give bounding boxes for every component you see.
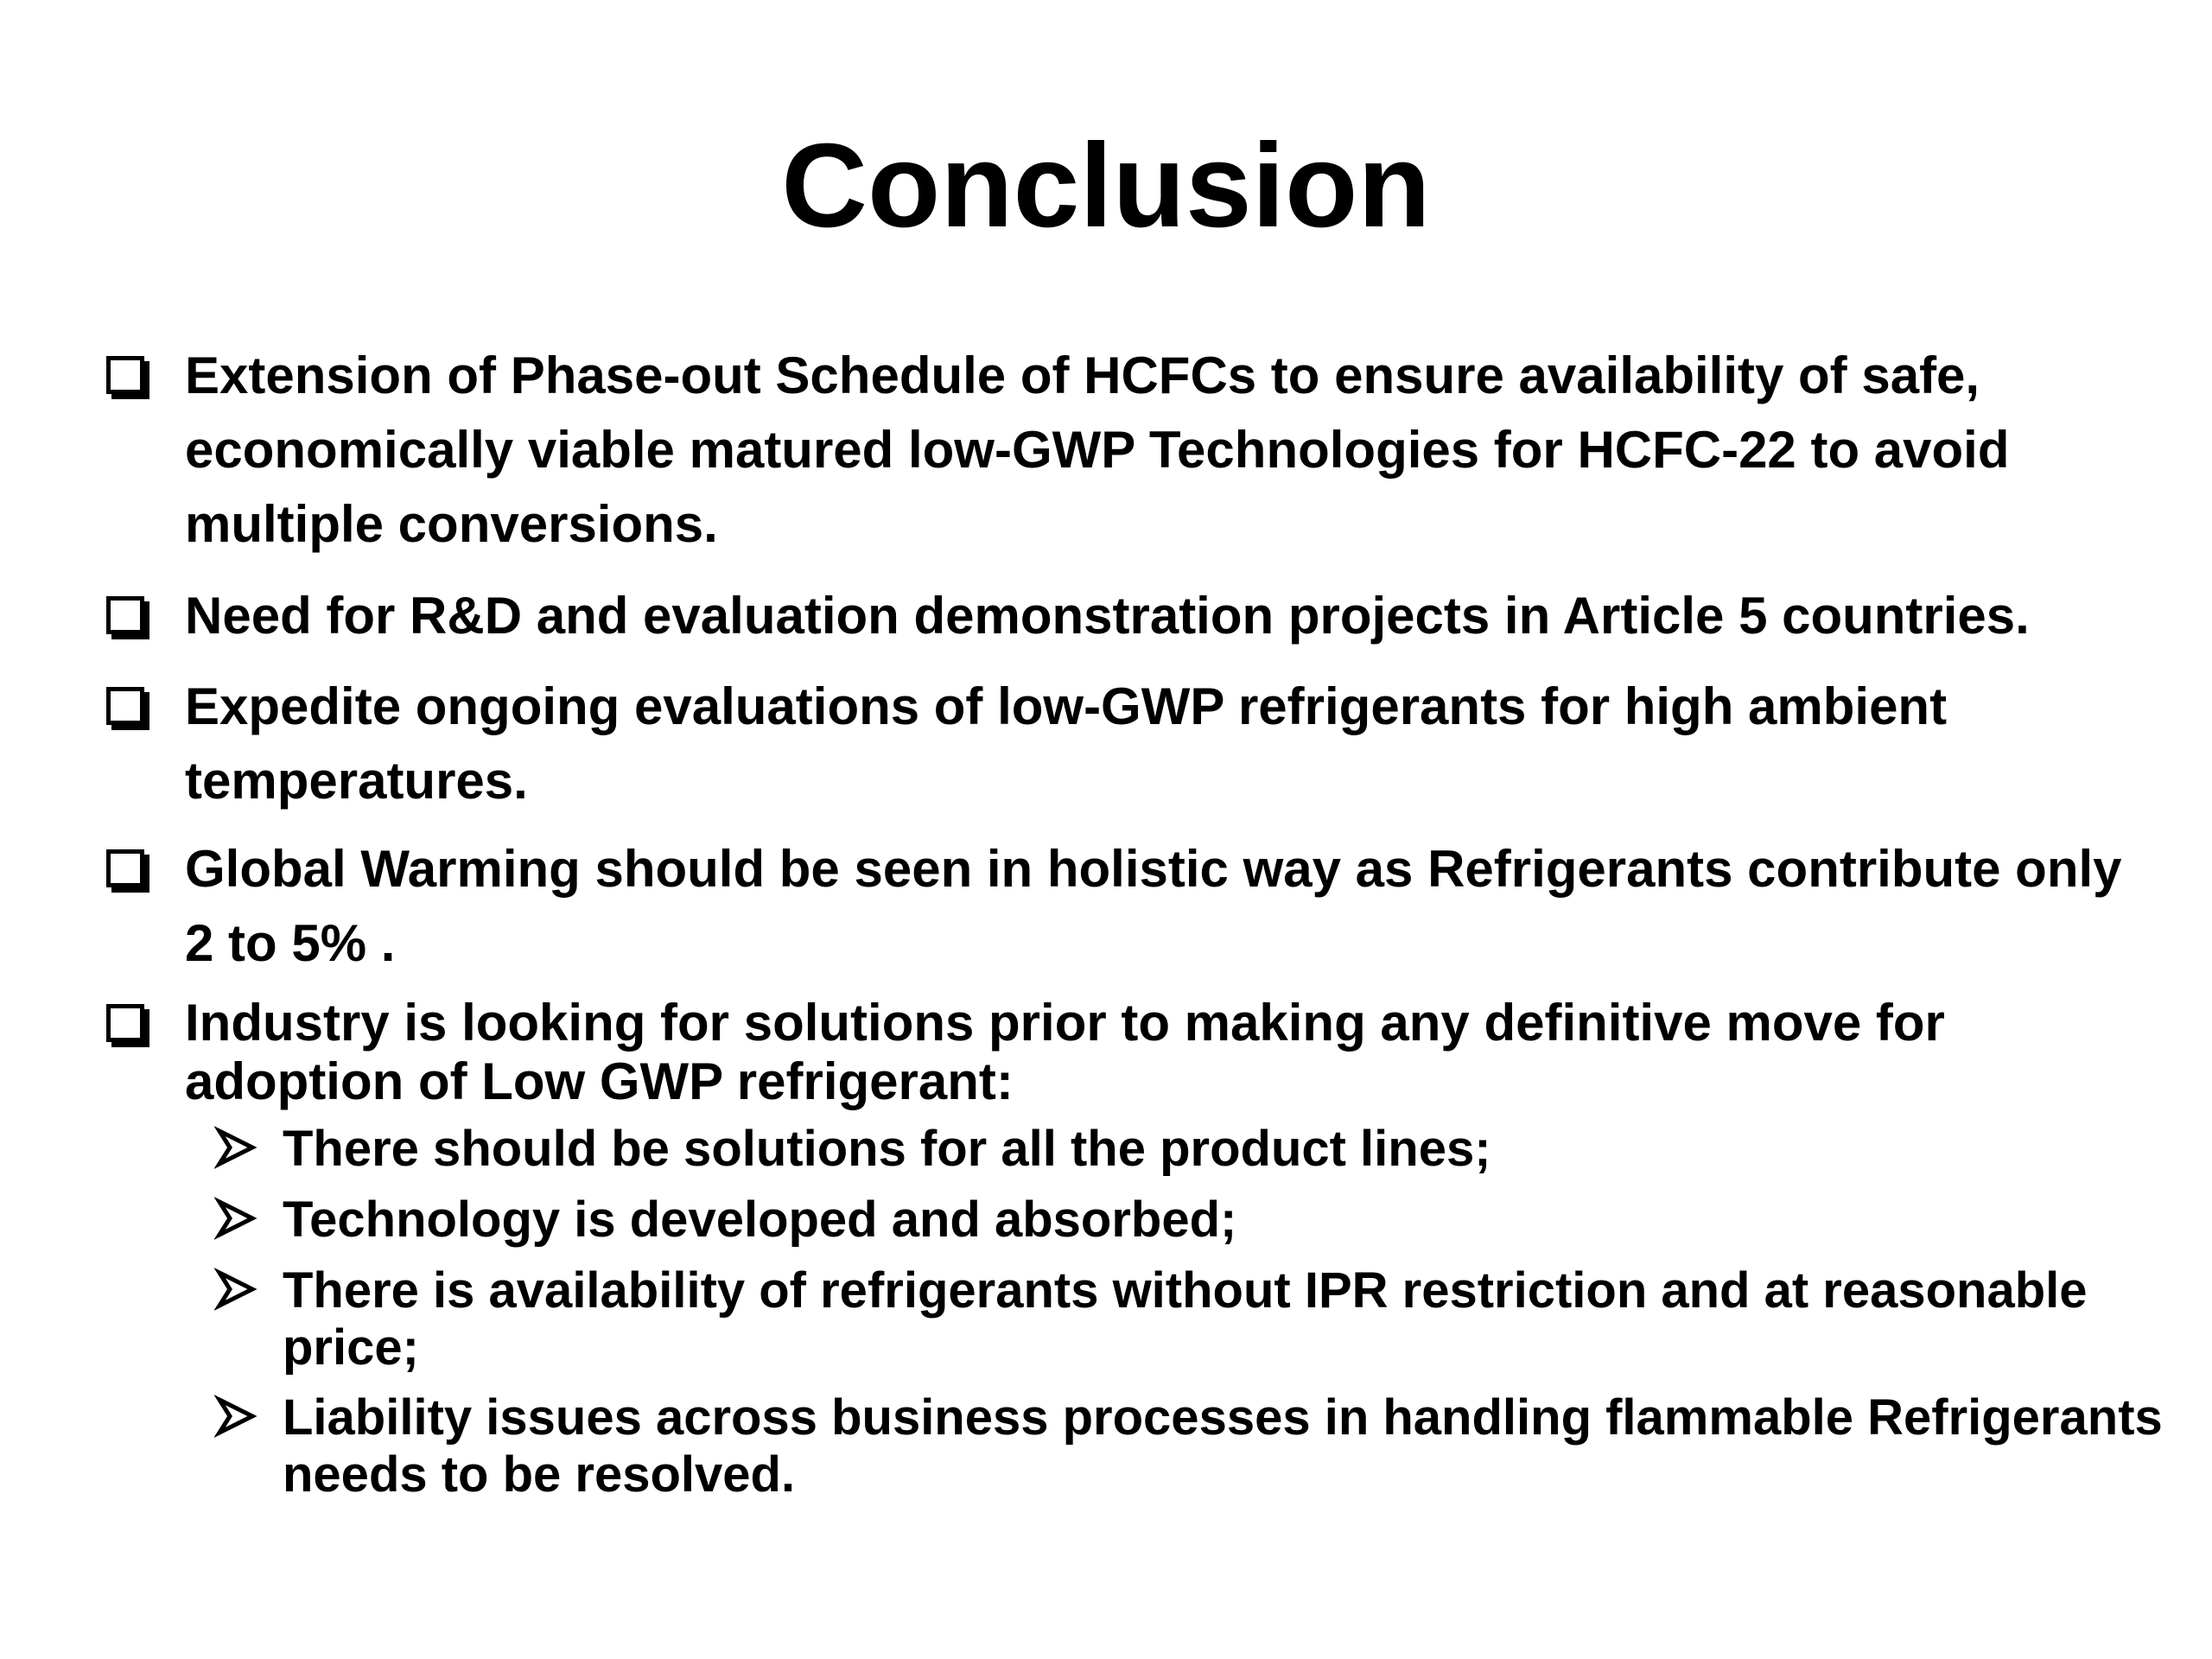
bullet-text: Expedite ongoing evaluations of low-GWP refrigerants for high ambient temperatures. xyxy=(185,677,1948,810)
sub-bullet-text: There should be solutions for all the product lines; xyxy=(283,1121,1491,1177)
arrowhead-icon xyxy=(214,1197,257,1240)
sub-bullet-text: Technology is developed and absorbed; xyxy=(283,1192,1237,1248)
arrowhead-icon xyxy=(214,1268,257,1311)
sub-bullet-text: Liability issues across business processes in handling flammable Refrigerants needs to be resolved. xyxy=(283,1389,2163,1503)
arrowhead-icon xyxy=(214,1395,257,1438)
slide-title: Conclusion xyxy=(781,119,1431,252)
checkbox-bullet-icon xyxy=(106,356,144,394)
bullet-text: Need for R&D and evaluation demonstration projects in Article 5 countries. xyxy=(185,587,2030,645)
checkbox-bullet-icon xyxy=(106,596,144,634)
arrowhead-icon xyxy=(214,1126,257,1169)
bullet-text: Industry is looking for solutions prior to making any definitive move for adoption of Low GWP refrigerant: xyxy=(185,994,1945,1110)
checkbox-bullet-icon xyxy=(106,849,144,887)
sub-bullet-text: There is availability of refrigerants without IPR restriction and at reasonable price; xyxy=(283,1262,2088,1376)
checkbox-bullet-icon xyxy=(106,687,144,725)
checkbox-bullet-icon xyxy=(106,1004,144,1042)
bullet-text: Extension of Phase-out Schedule of HCFCs to ensure availability of safe, economically viable matured low-GWP Technologies for HCFC-22 to avoid multiple conversions. xyxy=(185,346,2010,553)
bullet-text: Global Warming should be seen in holistic way as Refrigerants contribute only 2 to 5% . xyxy=(185,840,2122,972)
